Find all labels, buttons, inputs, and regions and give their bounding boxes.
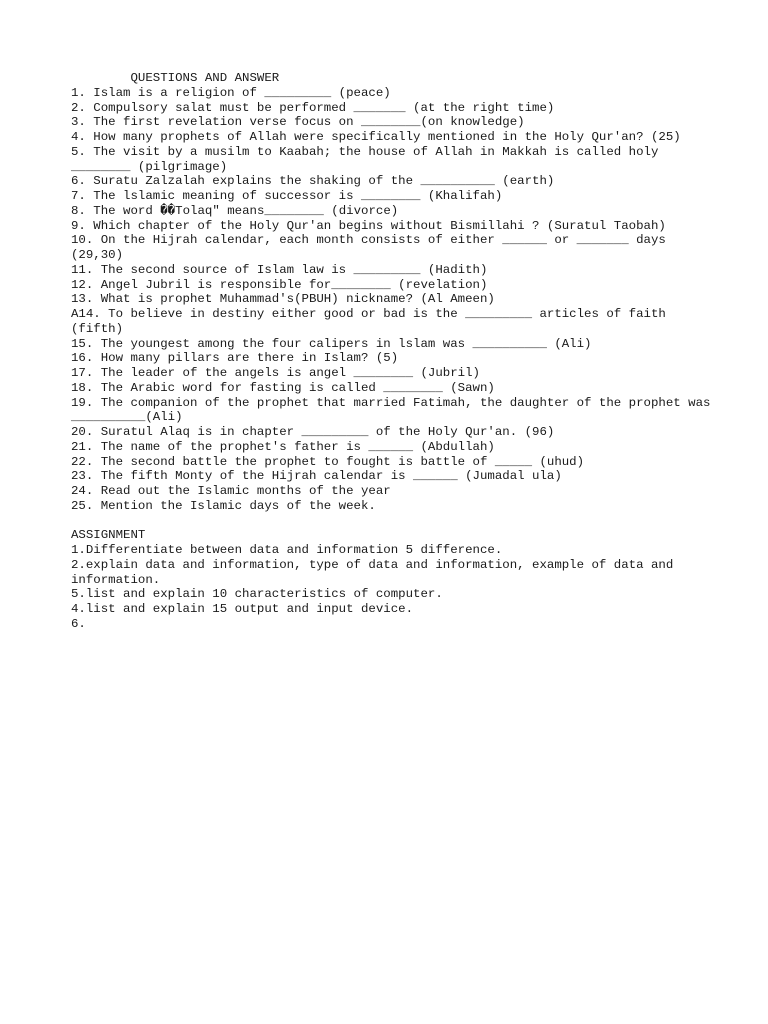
question-item: 11. The second source of Islam law is _________ (Hadith) bbox=[71, 262, 488, 277]
question-item: 22. The second battle the prophet to fought is battle of _____ (uhud) bbox=[71, 454, 585, 469]
question-item: 8. The word ��Tolaq" means________ (divorce) bbox=[71, 203, 399, 218]
question-item: 19. The companion of the prophet that married Fatimah, the daughter of the prophet was __________(Ali) bbox=[71, 395, 718, 425]
assignment-item: 5.list and explain 10 characteristics of computer. bbox=[71, 587, 443, 602]
question-item: 25. Mention the Islamic days of the week. bbox=[71, 498, 376, 513]
assignment-item: 4.list and explain 15 output and input device. bbox=[71, 602, 414, 616]
assignment-item: 1.Differentiate between data and information 5 difference. bbox=[71, 543, 503, 557]
assignment-item: 6. bbox=[71, 616, 86, 631]
assignment-list bbox=[71, 543, 711, 632]
question-item: 6. Suratu Zalzalah explains the shaking of the __________ (earth) bbox=[71, 174, 555, 189]
question-item: 2. Compulsory salat must be performed _______ (at the right time) bbox=[71, 100, 555, 115]
question-item: 17. The leader of the angels is angel ________ (Jubril) bbox=[71, 366, 480, 380]
question-item: 15. The youngest among the four calipers in lslam was __________ (Ali) bbox=[71, 336, 592, 351]
assignment-item: 2.explain data and information, type of data and information, example of data and information. bbox=[71, 557, 681, 587]
question-item: 1. Islam is a religion of _________ (peace) bbox=[71, 85, 391, 100]
question-item: 7. The lslamic meaning of successor is ________ (Khalifah) bbox=[71, 189, 503, 203]
section-heading-assignment: ASSIGNMENT bbox=[71, 528, 146, 543]
question-item: 20. Suratul Alaq is in chapter _________ of the Holy Qur'an. (96) bbox=[71, 425, 555, 439]
question-list bbox=[71, 85, 718, 514]
question-item: 18. The Arabic word for fasting is called ________ (Sawn) bbox=[71, 380, 495, 395]
question-item: 12. Angel Jubril is responsible for________ (revelation) bbox=[71, 277, 488, 292]
question-item: 13. What is prophet Muhammad's(PBUH) nickname? (Al Ameen) bbox=[71, 292, 495, 307]
question-item: 21. The name of the prophet's father is ______ (Abdullah) bbox=[71, 439, 495, 454]
question-item: 3. The first revelation verse focus on ________(on knowledge) bbox=[71, 115, 525, 130]
spacer bbox=[71, 514, 711, 529]
question-item: 4. How many prophets of Allah were specifically mentioned in the Holy Qur'an? (25) bbox=[71, 130, 681, 144]
question-item: 16. How many pillars are there in Islam? (5) bbox=[71, 351, 399, 366]
question-item: 24. Read out the Islamic months of the year bbox=[71, 484, 391, 498]
section-heading-questions: QUESTIONS AND ANSWER bbox=[71, 71, 280, 85]
question-item: A14. To believe in destiny either good or bad is the _________ articles of faith (fifth) bbox=[71, 307, 674, 336]
question-item: 9. Which chapter of the Holy Qur'an begins without Bismillahi ? (Suratul Taobah) bbox=[71, 218, 666, 233]
question-item: 5. The visit by a musilm to Kaabah; the house of Allah in Makkah is called holy ________ (pilgrimage) bbox=[71, 144, 666, 174]
question-item: 10. On the Hijrah calendar, each month consists of either ______ or _______ days (29,30) bbox=[71, 233, 674, 262]
question-item: 23. The fifth Monty of the Hijrah calendar is ______ (Jumadal ula) bbox=[71, 469, 562, 484]
document-page bbox=[71, 71, 718, 632]
